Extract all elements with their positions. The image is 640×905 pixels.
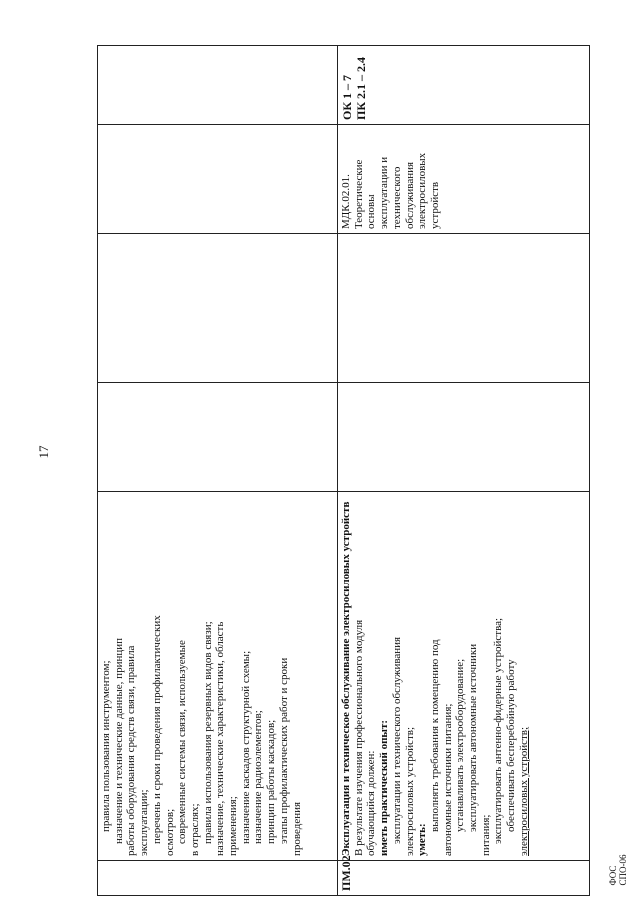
skill-line: автономные источники питания; [441,703,454,856]
mdk-line: обслуживания [403,161,416,229]
mdk-cell [338,125,590,234]
hours-cell [98,383,338,492]
exam-cell [338,234,590,383]
desc-line: проведения [290,801,303,856]
mdk-cell [98,125,338,234]
competency-ok: ОК 1 – 7 [340,74,354,120]
rotated-table-sheet [97,56,590,896]
skill-line: электросиловых устройств; [517,726,530,856]
skill-line: выполнять требования к помещению под [428,639,441,832]
curriculum-table [97,45,590,896]
competency-cell [338,46,590,125]
experience-label: иметь практический опыт: [378,719,391,856]
mdk-line: устройств [428,181,441,229]
desc-line: в отраслях; [188,803,201,856]
desc-line: назначение радиоэлементов; [252,710,265,844]
experience-line: эксплуатации и технического обслуживания [390,636,403,844]
desc-line: назначение и технические данные, принцип [112,638,125,844]
desc-line: эксплуатации; [138,789,151,856]
exam-cell [98,234,338,383]
desc-line: перечень и сроки проведения профилактических [150,615,163,844]
skill-line: питания; [479,814,492,856]
table-row [338,46,590,896]
mdk-line: технического [390,166,403,229]
intro-line: обучающийся должен: [365,750,378,856]
description-cell [98,492,338,861]
mdk-line: МДК.02.01. [340,174,352,229]
desc-line: правила использования резервных видов связи; [201,621,214,844]
skill-line: устанавливать электрооборудование; [454,658,467,832]
skill-line: эксплуатировать антенно-фидерные устройства; [492,617,505,844]
desc-line: принцип работы каскадов; [265,719,278,844]
module-title: Эксплуатация и техническое обслуживание электросиловых устройств [340,501,352,856]
desc-line: работы оборудования средств связи, правила [125,645,138,856]
experience-line: электросиловых устройств; [403,726,416,856]
desc-line: осмотров; [163,808,176,856]
skills-label: уметь: [416,823,429,856]
page-number: 17 [36,445,51,459]
desc-line: этапы профилактических работ и сроки [277,657,290,844]
desc-line: назначение, технические характеристики, область [214,621,227,856]
intro-line: В результате изучения профессионального модуля [352,619,365,856]
desc-line: назначение каскадов структурной схемы; [239,650,252,844]
module-description [338,492,590,861]
module-code: ПМ.02 [338,861,590,896]
skill-line: обеспечивать бесперебойную работу [505,659,518,832]
footer-code: ФОС СПО-06 [608,854,628,886]
competency-pk: ПК 2.1 – 2.4 [354,56,368,120]
desc-line: современные системы связи, используемые [176,640,189,844]
mdk-line: эксплуатации и [378,156,391,229]
desc-line: применения; [227,796,240,856]
skill-line: эксплуатировать автономные источники [467,643,480,832]
competency-cell [98,46,338,125]
desc-line: правила пользования инструментом; [100,660,112,832]
mdk-line: Теоретические основы [352,159,378,229]
table-row [98,46,338,896]
mdk-line: электросиловых [416,152,429,229]
hours-cell [338,383,590,492]
code-cell [98,861,338,896]
